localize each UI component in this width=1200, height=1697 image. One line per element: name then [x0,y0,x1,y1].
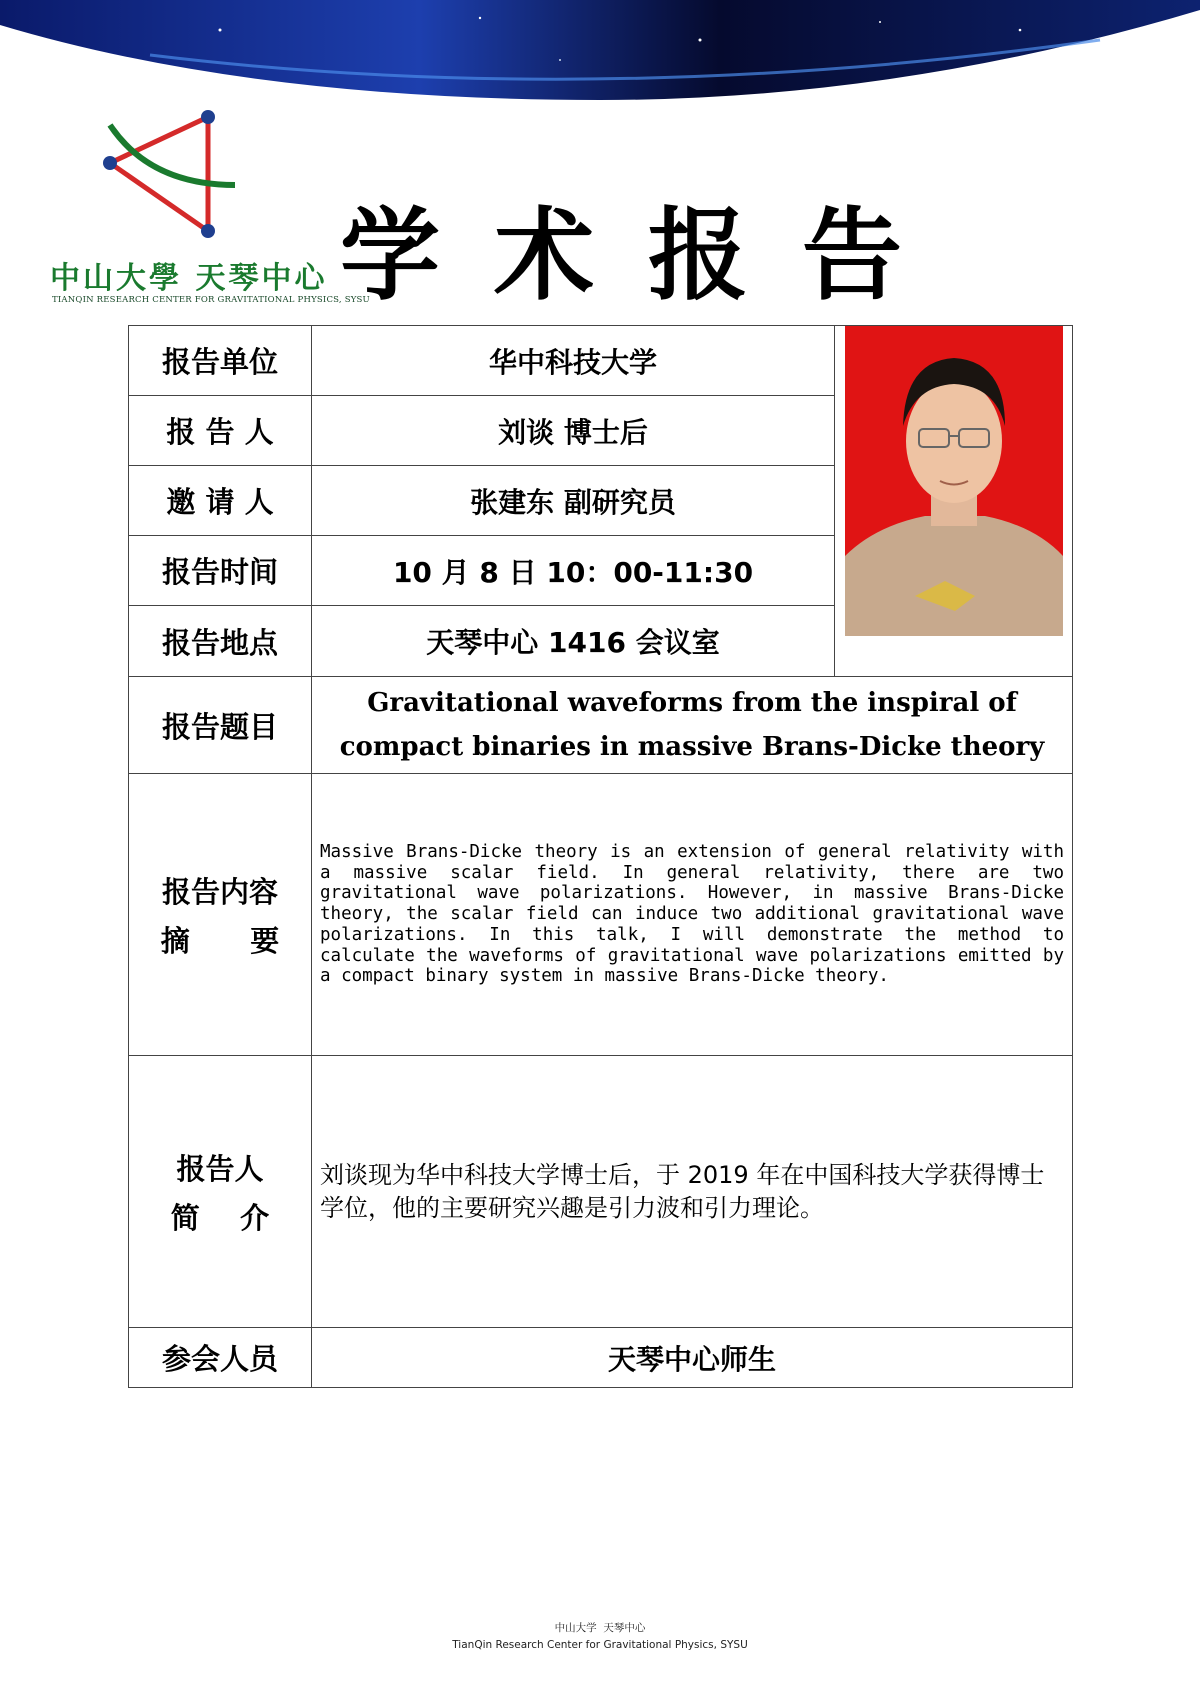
tianqin-logo [40,105,370,310]
abstract-label [129,774,312,1056]
logo-chinese-name: 中山大學 天琴中心 [50,261,328,296]
unit-label: 报告单位 [129,326,312,396]
logo-english-name: TIANQIN RESEARCH CENTER FOR GRAVITATIONAL PHYSICS, SYSU [52,295,370,305]
attendees-value: 天琴中心师生 [312,1328,1073,1388]
abstract-cell [312,774,1073,1056]
attendees-label: 参会人员 [129,1328,312,1388]
table-row [129,774,1073,1056]
host-value: 张建东 副研究员 [312,466,835,536]
table-row [129,326,1073,396]
topic-label: 报告题目 [129,677,312,774]
speaker-value: 刘谈 博士后 [312,396,835,466]
time-label: 报告时间 [129,536,312,606]
speaker-photo [845,326,1063,636]
photo-cell [835,326,1073,677]
table-row [129,677,1073,774]
page-title: 学术报告 [340,196,956,314]
bio-label-line1: 报告人 [176,1151,264,1186]
topic-value: Gravitational waveforms from the inspiral of compact binaries in massive Brans-Dicke theory [339,688,1045,762]
bio-label-line2: 简 介 [170,1200,270,1235]
speaker-label: 报 告 人 [129,396,312,466]
footer [0,1620,1200,1654]
unit-value: 华中科技大学 [312,326,835,396]
triangle-logo-icon [40,105,260,255]
abstract-label-line1: 报告内容 [161,874,278,909]
table-row [129,1328,1073,1388]
host-label: 邀 请 人 [129,466,312,536]
bio-cell [312,1056,1073,1328]
space-banner [0,0,1200,110]
table-row [129,1056,1073,1328]
seminar-info-table [128,325,1073,1388]
abstract-label-line2: 摘 要 [160,923,280,958]
footer-line1: 中山大学 天琴中心 [554,1622,646,1634]
bio-label [129,1056,312,1328]
topic-cell [312,677,1073,774]
footer-line2: TianQin Research Center for Gravitational Physics, SYSU [452,1639,748,1651]
bio-text: 刘谈现为华中科技大学博士后，于 2019 年在中国科技大学获得博士学位，他的主要研究兴趣是引力波和引力理论。 [320,1160,1045,1222]
place-label: 报告地点 [129,606,312,677]
time-value: 10 月 8 日 10：00-11:30 [312,536,835,606]
place-value: 天琴中心 1416 会议室 [312,606,835,677]
abstract-text: Massive Brans-Dicke theory is an extension of general relativity with a massive scalar field. In general relativity, there are two gravitational wave polarizations. However, in massive Brans-Dicke theory, the scalar field can induce two additional gravitational wave polarizations. In this talk, I will demonstrate the method to calculate the waveforms of gravitational wave polarizations emitted by a compact binary system in massive Brans-Dicke theory. [320,842,1064,987]
